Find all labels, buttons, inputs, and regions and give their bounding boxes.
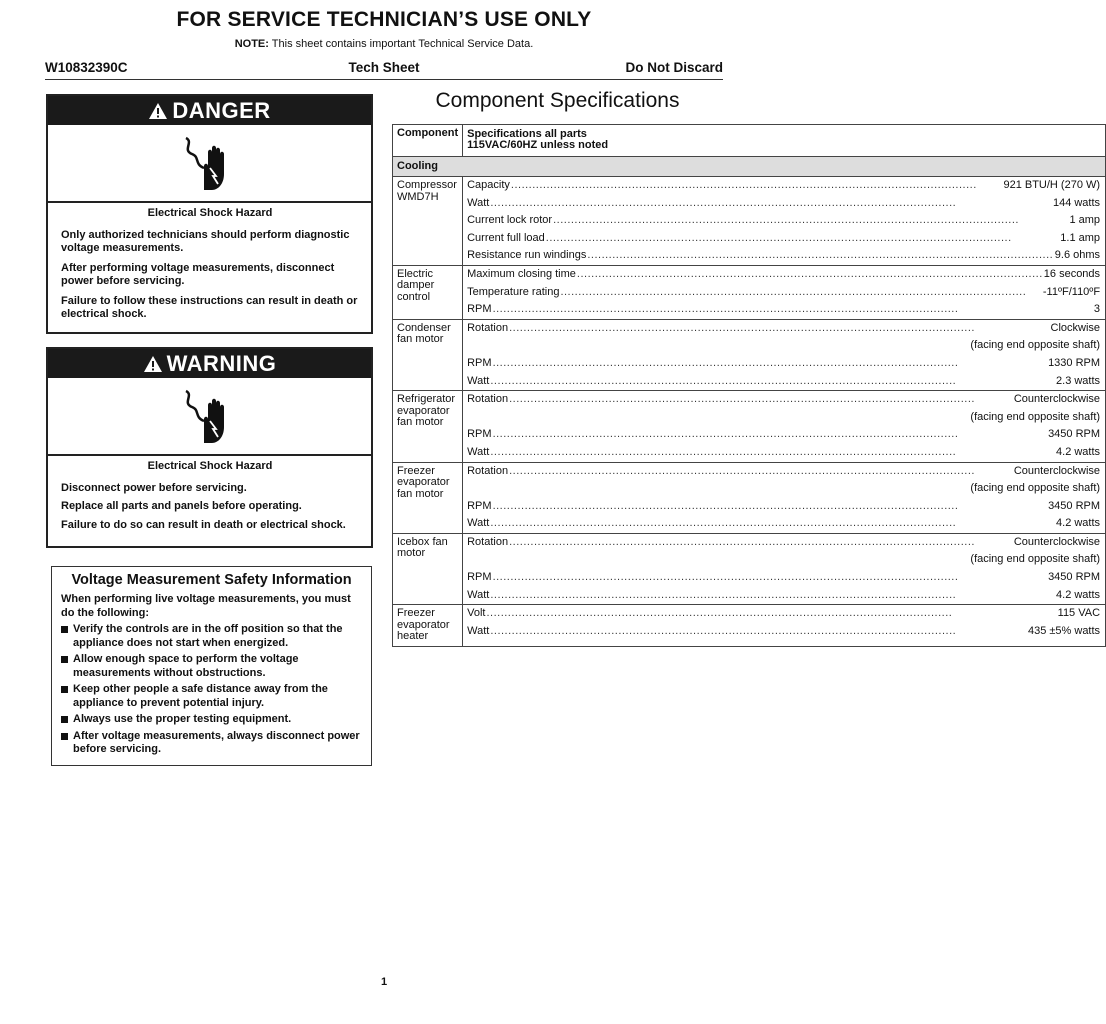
spec-value: -11ºF/110ºF <box>1042 285 1101 298</box>
spec-line <box>467 444 1100 462</box>
spec-value: 9.6 ohms <box>1054 249 1101 262</box>
spec-line <box>467 373 1100 391</box>
table-row <box>393 462 1106 533</box>
spec-line <box>467 498 1100 516</box>
spec-value: Counterclockwise <box>1013 393 1101 406</box>
spec-label: Rotation <box>467 393 509 406</box>
spec-value: 4.2 watts <box>1056 445 1101 458</box>
danger-text: Only authorized technicians should perform diagnostic voltage measurements. <box>61 228 350 254</box>
alert-triangle-icon <box>148 102 168 120</box>
spec-value: 144 watts <box>1052 196 1101 209</box>
dot-leader <box>493 301 1093 319</box>
danger-hazard-title: Electrical Shock Hazard <box>147 207 273 219</box>
header-specifications <box>463 125 1106 157</box>
page-number: 1 <box>380 976 388 988</box>
list-item <box>61 683 362 710</box>
dot-leader <box>493 498 1048 516</box>
warning-icon-area <box>48 378 371 456</box>
bullet-text: Allow enough space to perform the voltage measurements without obstructions. <box>73 653 299 679</box>
spec-value: 2.3 watts <box>1056 374 1101 387</box>
table-header-row <box>393 125 1106 157</box>
spec-value: 3450 RPM <box>1048 499 1101 512</box>
dot-leader <box>577 266 1043 284</box>
table-row <box>393 319 1106 390</box>
dot-leader <box>553 212 1068 230</box>
spec-label: Current full load <box>467 231 545 244</box>
spec-value: 1.1 amp <box>1060 231 1101 244</box>
dot-leader <box>509 391 1013 409</box>
list-item <box>61 730 362 757</box>
spec-label: Watt <box>467 196 490 209</box>
dot-leader <box>490 444 1055 462</box>
spec-line <box>467 605 1100 623</box>
spec-label: RPM <box>467 356 492 369</box>
spec-label: Watt <box>467 445 490 458</box>
spec-label: RPM <box>467 571 492 584</box>
voltage-safety-list <box>61 623 362 757</box>
component-name: Refrigerator evaporator fan motor <box>393 391 463 462</box>
specs-title: Component Specifications <box>435 89 680 112</box>
header-component: Component <box>393 125 463 157</box>
spec-value: 435 ±5% watts <box>1027 624 1101 637</box>
dot-leader <box>509 463 1013 481</box>
component-specs <box>463 533 1106 604</box>
spec-line <box>467 623 1100 641</box>
spec-label: Watt <box>467 517 490 530</box>
spec-value: (facing end opposite shaft) <box>970 410 1101 423</box>
spec-value: 3450 RPM <box>1048 571 1101 584</box>
spec-line <box>467 266 1100 284</box>
dot-leader <box>493 355 1048 373</box>
list-item <box>61 623 362 650</box>
table-row <box>393 605 1106 647</box>
header-divider <box>45 79 723 80</box>
electric-shock-hand-icon <box>180 132 240 194</box>
dot-leader <box>490 515 1055 533</box>
spec-label: Watt <box>467 624 490 637</box>
spec-value: 115 VAC <box>1057 607 1101 620</box>
dot-leader <box>509 534 1013 552</box>
voltage-safety-title: Voltage Measurement Safety Information <box>71 572 352 588</box>
spec-value: Counterclockwise <box>1013 464 1101 477</box>
warning-text: Failure to do so can result in death or electrical shock. <box>61 518 346 531</box>
warning-text: Replace all parts and panels before operating. <box>61 500 302 512</box>
table-row <box>393 265 1106 319</box>
spec-line <box>467 551 1100 569</box>
component-specs <box>463 391 1106 462</box>
dot-leader <box>493 569 1048 587</box>
spec-value: (facing end opposite shaft) <box>970 482 1101 495</box>
danger-label: DANGER <box>172 97 271 123</box>
component-name: Icebox fan motor <box>393 533 463 604</box>
spec-label: Watt <box>467 374 490 387</box>
spec-value: 16 seconds <box>1043 267 1101 280</box>
warning-header <box>48 349 371 378</box>
spec-label: Volt <box>467 607 486 620</box>
spec-line <box>467 569 1100 587</box>
voltage-safety-box <box>51 566 372 766</box>
list-item <box>61 653 362 680</box>
bullet-text: Always use the proper testing equipment. <box>73 713 292 725</box>
spec-line <box>467 534 1100 552</box>
spec-line <box>467 463 1100 481</box>
spec-label: Maximum closing time <box>467 267 576 280</box>
warning-text: Disconnect power before servicing. <box>61 481 247 494</box>
spec-line <box>467 212 1100 230</box>
spec-value: (facing end opposite shaft) <box>970 339 1101 352</box>
table-row <box>393 533 1106 604</box>
danger-header <box>48 96 371 125</box>
spec-line <box>467 515 1100 533</box>
electric-shock-hand-icon <box>180 385 240 447</box>
spec-line <box>467 284 1100 302</box>
section-label: Cooling <box>393 157 1106 177</box>
danger-text: Failure to follow these instructions can result in death or electrical shock. <box>61 294 358 320</box>
dot-leader <box>509 320 1049 338</box>
section-row-cooling <box>393 157 1106 177</box>
spec-value: 921 BTU/H (270 W) <box>1003 179 1101 191</box>
bullet-square-icon <box>61 626 68 633</box>
dot-leader <box>490 587 1055 605</box>
spec-value: (facing end opposite shaft) <box>970 553 1101 566</box>
spec-line <box>467 355 1100 373</box>
dot-leader <box>511 177 1003 195</box>
component-specs <box>463 462 1106 533</box>
spec-line <box>467 177 1100 195</box>
spec-line <box>467 195 1100 213</box>
dot-leader <box>546 230 1060 248</box>
warning-hazard-title: Electrical Shock Hazard <box>147 460 273 472</box>
note-text: This sheet contains important Technical Service Data. <box>268 38 534 50</box>
bullet-text: After voltage measurements, always disconnect power before servicing. <box>73 729 360 755</box>
retention-notice: Do Not Discard <box>625 60 723 75</box>
bullet-square-icon <box>61 686 68 693</box>
spec-line <box>467 230 1100 248</box>
spec-value: Counterclockwise <box>1013 535 1101 548</box>
spec-value: 3450 RPM <box>1048 428 1101 441</box>
dot-leader <box>587 247 1053 265</box>
spec-value: 1 amp <box>1069 214 1101 227</box>
dot-leader <box>490 623 1027 641</box>
document-number: W10832390C <box>45 60 128 75</box>
dot-leader <box>560 284 1041 302</box>
spec-value: 3 <box>1093 303 1101 316</box>
spec-label: Watt <box>467 588 490 601</box>
bullet-square-icon <box>61 716 68 723</box>
component-spec-table <box>392 124 1106 647</box>
spec-line <box>467 247 1100 265</box>
table-row <box>393 177 1106 266</box>
component-specs <box>463 319 1106 390</box>
component-specs <box>463 177 1106 266</box>
spec-line <box>467 320 1100 338</box>
dot-leader <box>490 195 1052 213</box>
spec-label: Rotation <box>467 535 509 548</box>
spec-label: Rotation <box>467 321 509 334</box>
spec-value: 1330 RPM <box>1048 356 1101 369</box>
note-label: NOTE: <box>234 38 269 50</box>
spec-label: Resistance run windings <box>467 249 587 262</box>
spec-label: RPM <box>467 303 492 316</box>
spec-line <box>467 301 1100 319</box>
spec-line <box>467 409 1100 427</box>
spec-label: RPM <box>467 428 492 441</box>
spec-label: Temperature rating <box>467 285 560 298</box>
sheet-type: Tech Sheet <box>348 60 420 75</box>
page-title: FOR SERVICE TECHNICIAN’S USE ONLY <box>176 8 592 31</box>
spec-value: Clockwise <box>1050 321 1101 334</box>
spec-label: RPM <box>467 499 492 512</box>
dot-leader <box>493 426 1048 444</box>
spec-label: Capacity <box>467 179 510 191</box>
spec-line <box>467 426 1100 444</box>
component-name: Freezer evaporator heater <box>393 605 463 647</box>
dot-leader <box>486 605 1056 623</box>
spec-value: 4.2 watts <box>1056 517 1101 530</box>
component-specs <box>463 265 1106 319</box>
list-item <box>61 713 362 727</box>
component-name: Freezer evaporator fan motor <box>393 462 463 533</box>
bullet-text: Keep other people a safe distance away from the appliance to prevent potential injury. <box>73 683 328 709</box>
warning-box <box>46 347 373 548</box>
component-name: Compressor WMD7H <box>393 177 463 266</box>
alert-triangle-icon <box>143 355 163 373</box>
spec-label: Rotation <box>467 464 509 477</box>
table-row <box>393 391 1106 462</box>
spec-value: 4.2 watts <box>1056 588 1101 601</box>
spec-line <box>467 587 1100 605</box>
spec-line <box>467 391 1100 409</box>
spec-label: Current lock rotor <box>467 214 553 227</box>
danger-icon-area <box>48 125 371 203</box>
warning-label: WARNING <box>166 350 277 376</box>
voltage-safety-intro: When performing live voltage measurements, you must do the following: <box>61 593 351 619</box>
dot-leader <box>490 373 1055 391</box>
doc-header-row <box>45 60 723 78</box>
danger-text: After performing voltage measurements, disconnect power before servicing. <box>61 261 335 287</box>
header-spec-line: 115VAC/60HZ unless noted <box>467 139 609 151</box>
spec-line <box>467 337 1100 355</box>
header-spec-line: Specifications all parts <box>467 128 587 140</box>
bullet-square-icon <box>61 656 68 663</box>
component-name: Condenser fan motor <box>393 319 463 390</box>
danger-box <box>46 94 373 334</box>
bullet-square-icon <box>61 733 68 740</box>
component-name: Electric damper control <box>393 265 463 319</box>
spec-line <box>467 480 1100 498</box>
component-specs <box>463 605 1106 647</box>
bullet-text: Verify the controls are in the off position so that the appliance does not start when energized. <box>73 623 343 649</box>
service-note <box>0 38 768 50</box>
